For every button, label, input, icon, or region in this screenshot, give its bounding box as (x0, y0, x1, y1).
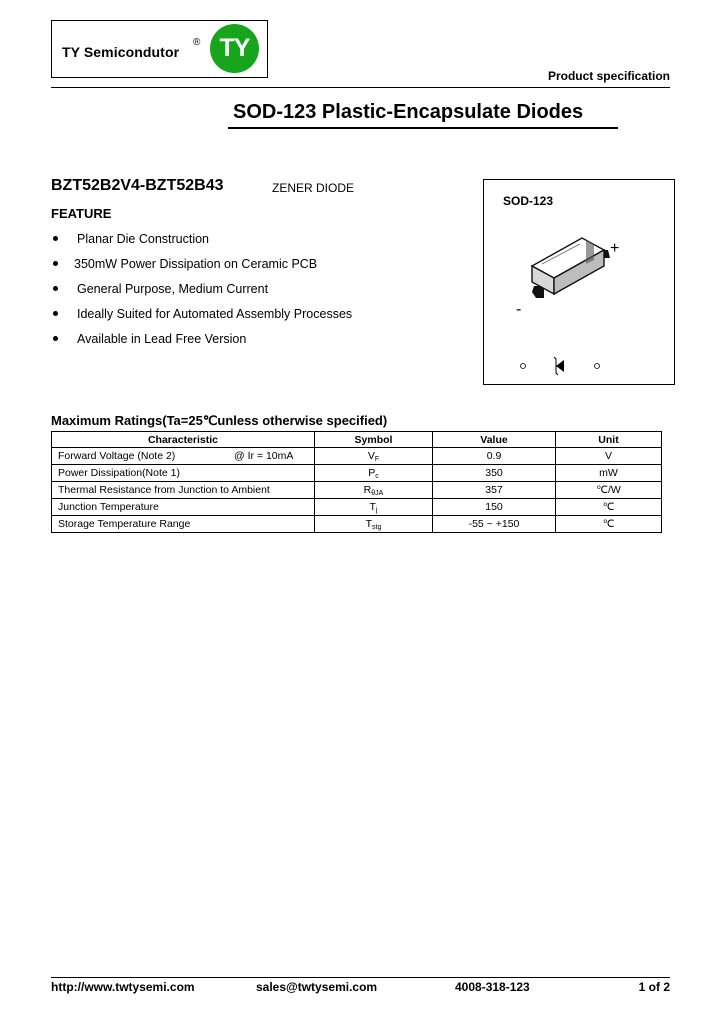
symbol-text: V (367, 449, 375, 462)
unit-cell: V (556, 448, 662, 465)
ratings-table (51, 431, 662, 533)
unit-cell: ℃ (556, 499, 662, 516)
footer-email-link[interactable]: sales@twtysemi.com (256, 980, 378, 994)
characteristic-cell (52, 499, 315, 516)
footer-divider (51, 977, 670, 978)
symbol-subscript: c (375, 472, 379, 480)
table-row (52, 482, 662, 499)
value-cell: 150 (433, 499, 556, 516)
page-title: SOD-123 Plastic-Encapsulate Diodes (233, 101, 584, 123)
header-divider (51, 87, 670, 88)
characteristic-text: Storage Temperature Range (58, 518, 191, 530)
characteristic-text: Junction Temperature (58, 501, 159, 513)
registered-mark: ® (193, 37, 201, 48)
characteristic-cell (52, 448, 315, 465)
symbol-subscript: stg (372, 523, 382, 531)
symbol-subscript: F (374, 455, 380, 463)
table-row (52, 516, 662, 533)
logo-text: TY (219, 34, 250, 62)
zener-symbol-icon (516, 355, 606, 377)
condition-text: @ Ir = 10mA (234, 450, 294, 462)
product-specification-label: Product specification (547, 69, 670, 83)
header-symbol: Symbol (315, 432, 433, 448)
symbol-cell (315, 448, 433, 465)
feature-text: Planar Die Construction (77, 232, 210, 246)
table-row (52, 448, 662, 465)
feature-text: Ideally Suited for Automated Assembly Processes (77, 307, 353, 321)
header-value: Value (433, 432, 556, 448)
company-logo (210, 24, 259, 73)
bullet-icon (53, 336, 58, 341)
feature-text: General Purpose, Medium Current (77, 282, 269, 296)
bullet-icon (53, 311, 58, 316)
value-cell: -55 ~ +150 (433, 516, 556, 533)
table-row (52, 499, 662, 516)
unit-cell: ℃ (556, 516, 662, 533)
symbol-text: R (363, 483, 372, 496)
footer-website-link[interactable]: http://www.twtysemi.com (51, 980, 195, 994)
header-unit: Unit (556, 432, 662, 448)
symbol-cell (315, 516, 433, 533)
symbol-text: P (368, 466, 376, 479)
value-cell: 350 (433, 465, 556, 482)
characteristic-cell (52, 465, 315, 482)
characteristic-cell (52, 482, 315, 499)
package-label: SOD-123 (503, 194, 554, 208)
table-header-row (52, 432, 662, 448)
cathode-minus-label: - (516, 301, 522, 318)
unit-cell: ℃/W (556, 482, 662, 499)
part-type: ZENER DIODE (272, 181, 355, 195)
unit-cell: mW (556, 465, 662, 482)
header-characteristic: Characteristic (52, 432, 315, 448)
symbol-subscript: j (375, 506, 378, 514)
value-cell: 357 (433, 482, 556, 499)
feature-heading: FEATURE (51, 206, 112, 221)
symbol-cell (315, 499, 433, 516)
title-underline (228, 127, 618, 129)
symbol-cell (315, 465, 433, 482)
part-number: BZT52B2V4-BZT52B43 (51, 177, 224, 194)
characteristic-cell (52, 516, 315, 533)
bullet-icon (53, 261, 58, 266)
bullet-icon (53, 286, 58, 291)
sod123-package-icon (520, 228, 620, 308)
symbol-text: T (365, 517, 373, 530)
characteristic-text: Forward Voltage (Note 2) (58, 450, 176, 462)
company-name: TY Semicondutor (62, 44, 180, 60)
feature-text: Available in Lead Free Version (77, 332, 247, 346)
page-number: 1 of 2 (638, 980, 670, 994)
table-row (52, 465, 662, 482)
characteristic-text: Thermal Resistance from Junction to Ambient (58, 484, 270, 496)
footer-phone: 4008-318-123 (455, 980, 530, 994)
ratings-title: Maximum Ratings(Ta=25℃unless otherwise specified) (51, 413, 388, 428)
symbol-subscript: θJA (371, 489, 384, 497)
symbol-text: T (369, 500, 376, 513)
characteristic-text: Power Dissipation(Note 1) (58, 467, 180, 479)
symbol-cell (315, 482, 433, 499)
bullet-icon (53, 236, 58, 241)
value-cell: 0.9 (433, 448, 556, 465)
feature-text: 350mW Power Dissipation on Ceramic PCB (74, 257, 318, 271)
anode-plus-label: + (610, 240, 620, 257)
